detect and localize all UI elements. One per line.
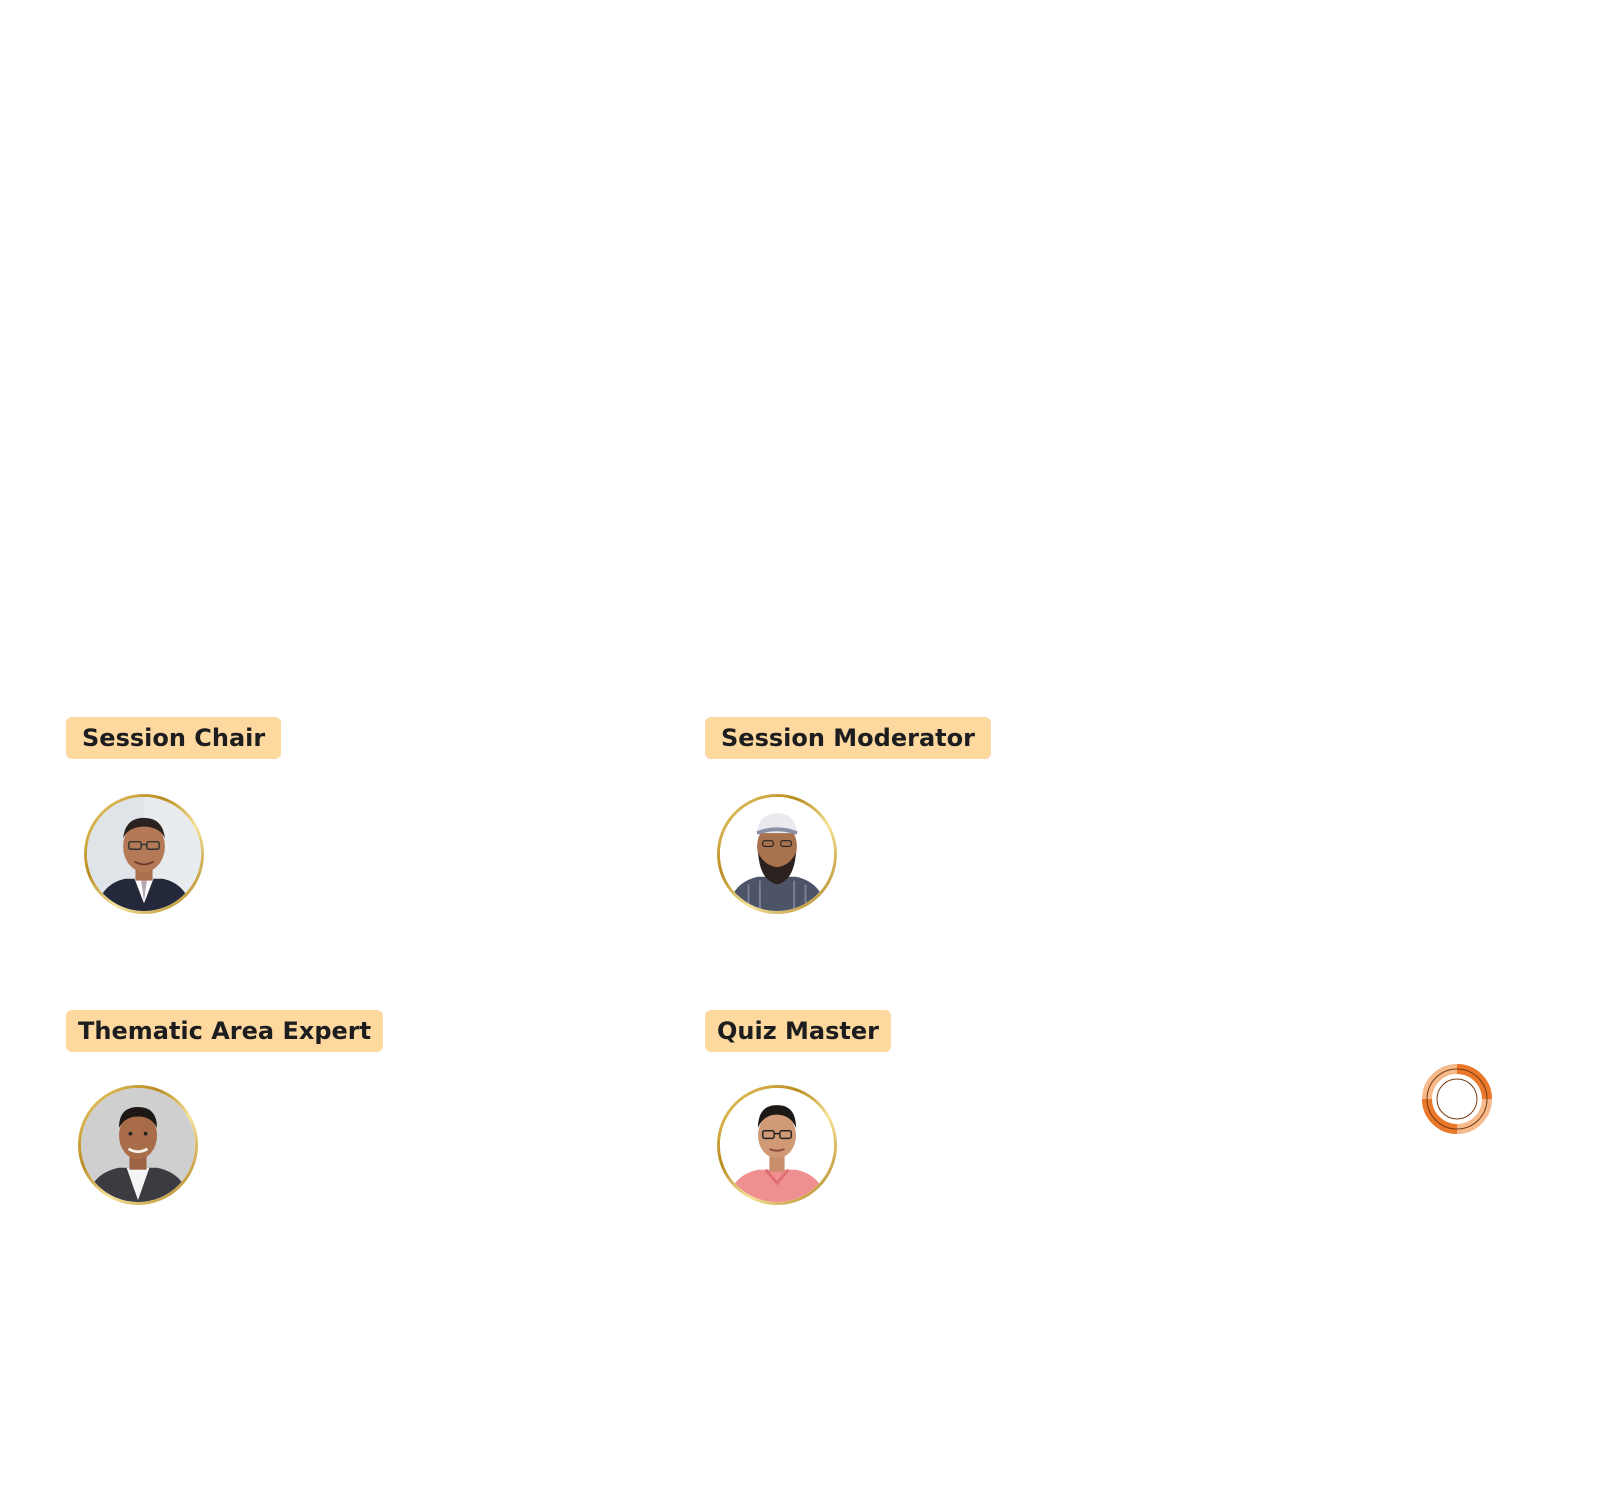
avatar[interactable] xyxy=(717,1085,837,1205)
role-section-session-chair xyxy=(66,717,281,759)
speaker-photo-3 xyxy=(81,1088,195,1202)
role-badge: Quiz Master xyxy=(705,1010,891,1052)
role-section-quiz-master xyxy=(705,1010,891,1052)
speaker-photo-2 xyxy=(720,797,834,911)
role-badge: Thematic Area Expert xyxy=(66,1010,383,1052)
avatar[interactable] xyxy=(717,794,837,914)
role-section-session-moderator xyxy=(705,717,991,759)
speaker-photo-1 xyxy=(87,797,201,911)
avatar[interactable] xyxy=(84,794,204,914)
avatar[interactable] xyxy=(78,1085,198,1205)
loading-spinner-icon xyxy=(1419,1061,1495,1137)
role-badge: Session Chair xyxy=(66,717,281,759)
role-section-thematic-area-expert xyxy=(66,1010,383,1052)
role-badge: Session Moderator xyxy=(705,717,991,759)
speaker-photo-4 xyxy=(720,1088,834,1202)
